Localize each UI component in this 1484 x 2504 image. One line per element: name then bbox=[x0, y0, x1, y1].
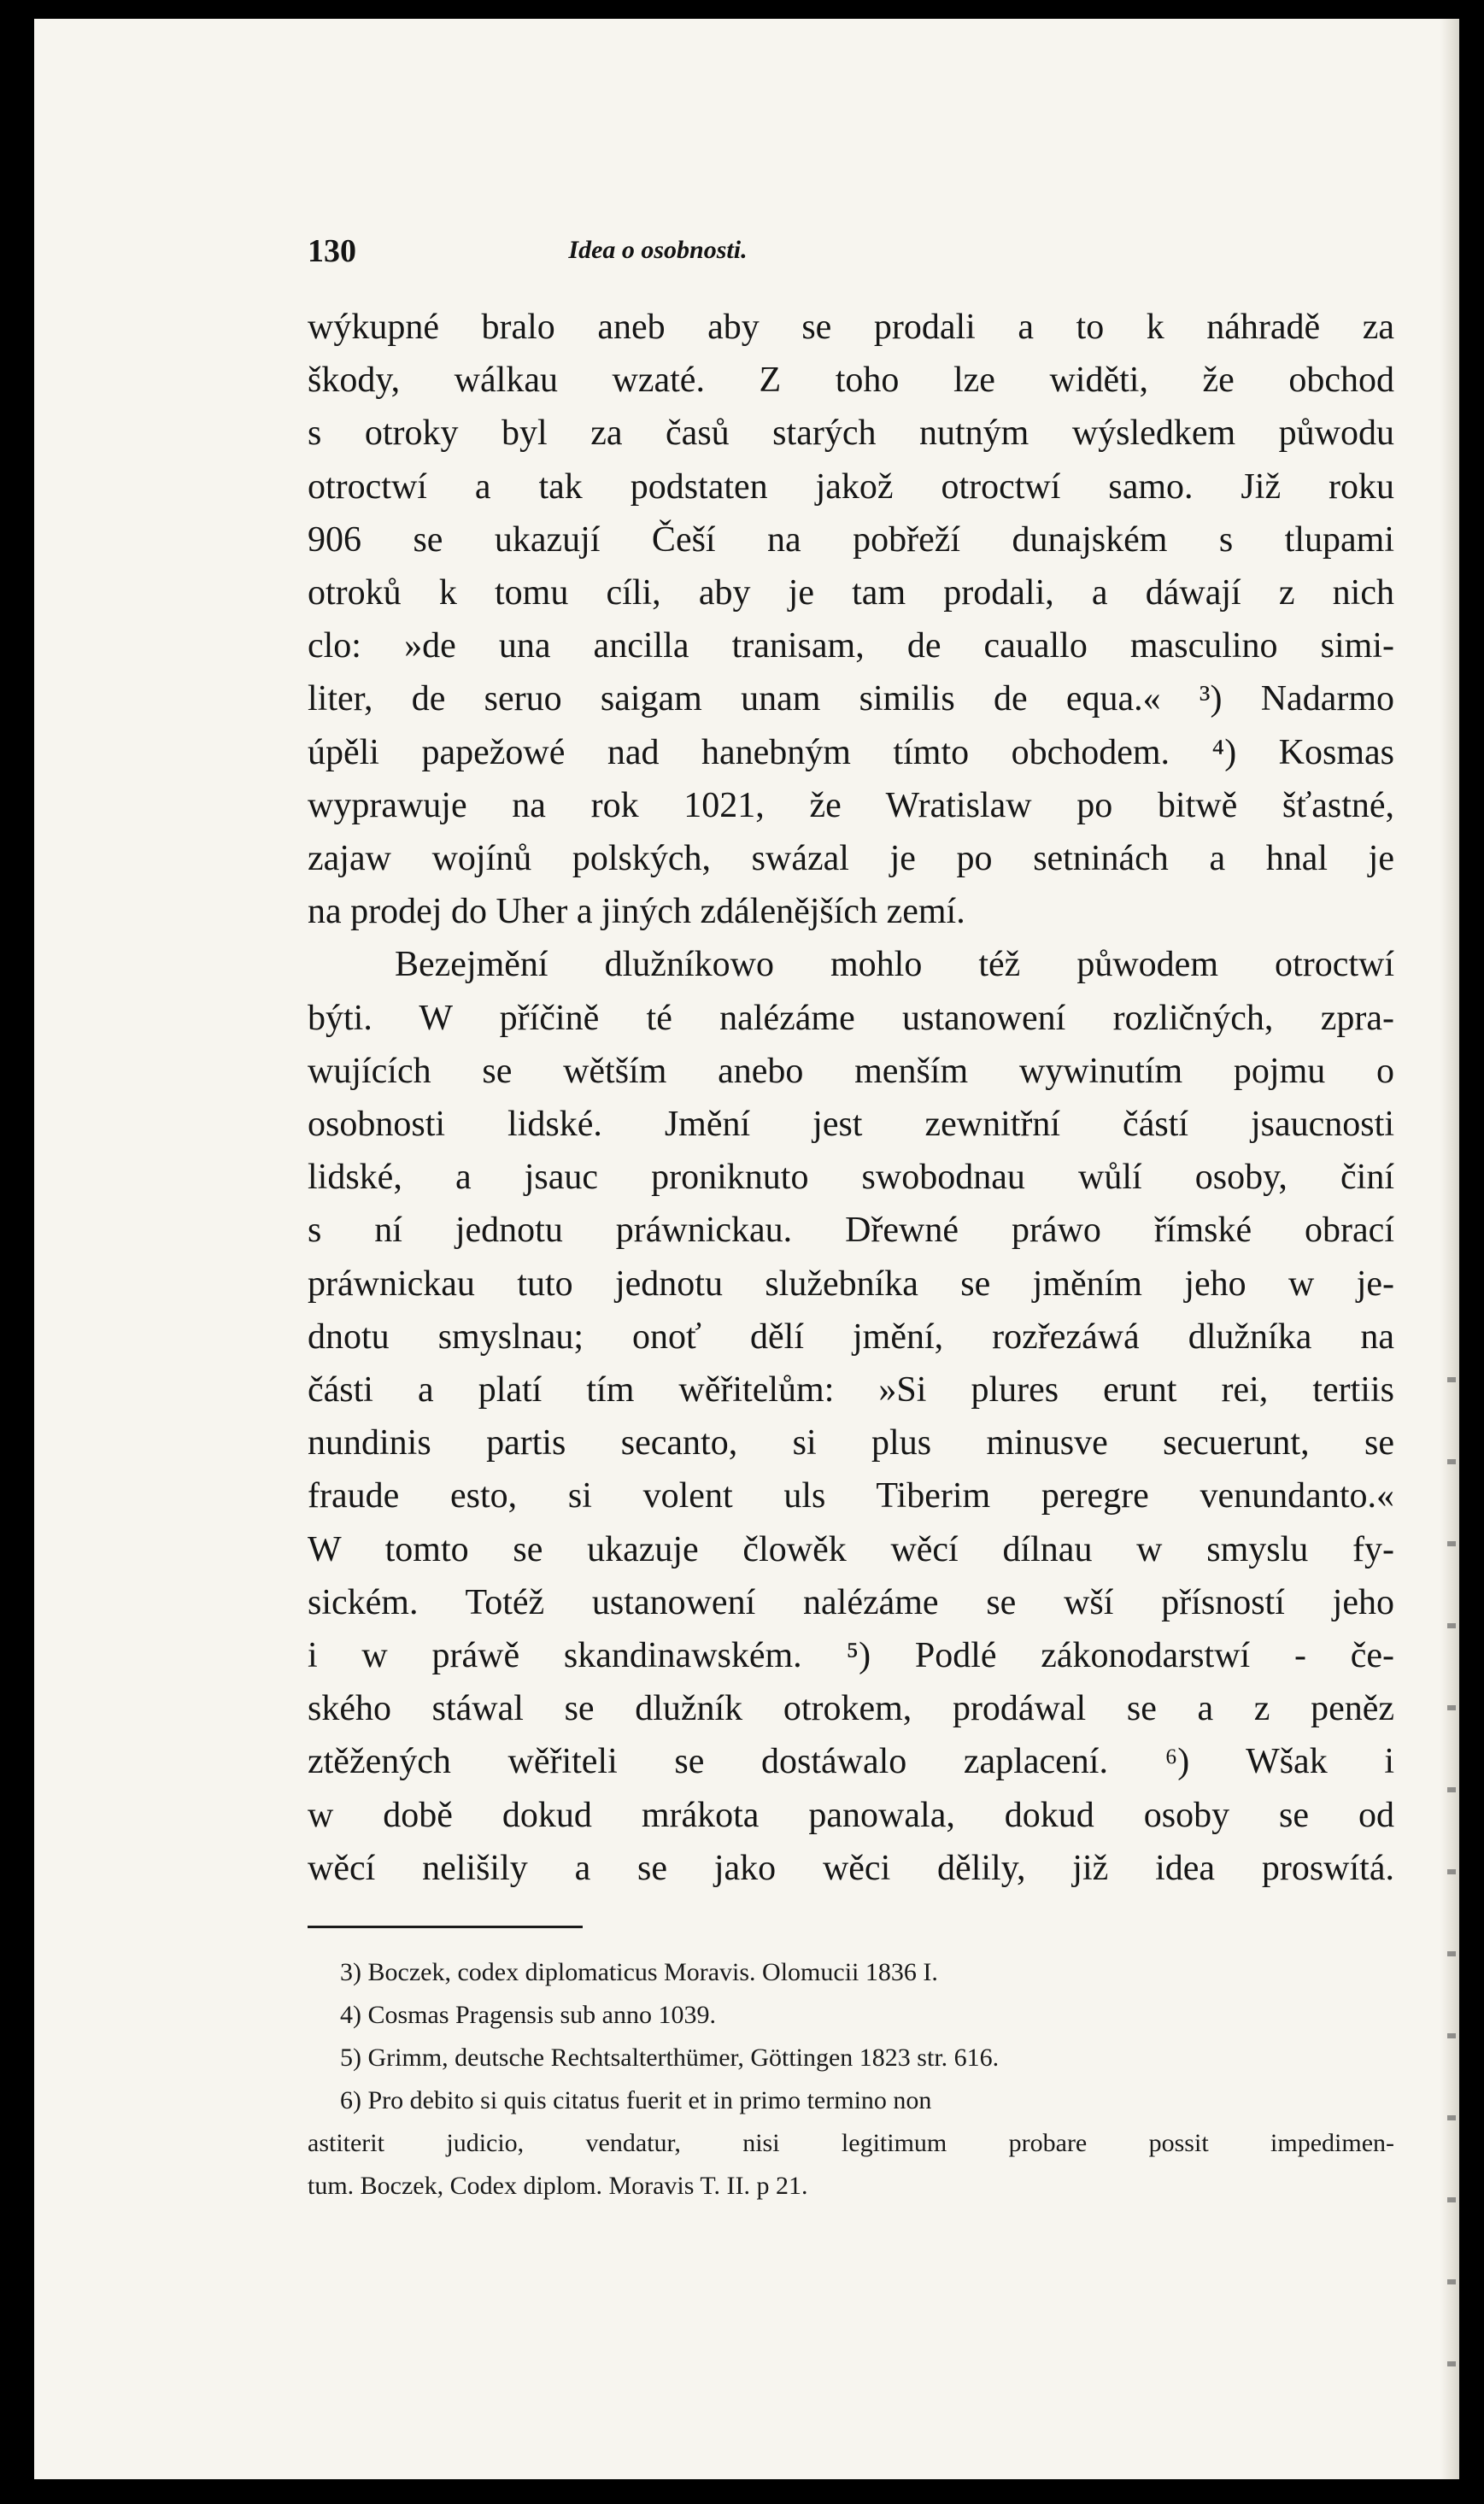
text-line: w době dokud mrákota panowala, dokud osoby se od bbox=[308, 1795, 1394, 1835]
text-line: otroctwí a tak podstaten jakož otroctwí samo. Již roku bbox=[308, 466, 1394, 507]
text-line: clo: »de una ancilla tranisam, de cauallo masculino simi- bbox=[308, 626, 1394, 666]
text-line: osobnosti lidské. Jmění jest zewnitřní částí jsaucnosti bbox=[308, 1105, 1394, 1145]
text-line: na prodej do Uher a jiných zdálenějších zemí. bbox=[308, 892, 965, 932]
text-line: býti. W příčině té nalézáme ustanowení rozličných, zpra- bbox=[308, 998, 1394, 1038]
footnote-3: 3) Boczek, codex diplomaticus Moravis. Olomucii 1836 I. bbox=[340, 1958, 938, 1986]
text-line: s otroky byl za časů starých nutným wýsledkem půwodu bbox=[308, 413, 1394, 454]
text-line: dnotu smyslnau; onoť dělí jmění, rozřezáwá dlužníka na bbox=[308, 1317, 1394, 1357]
text-line: práwnickau tuto jednotu služebníka se jměním jeho w je- bbox=[308, 1264, 1394, 1304]
text-line: nundinis partis secanto, si plus minusve secuerunt, se bbox=[308, 1423, 1394, 1463]
page-header bbox=[308, 232, 1008, 267]
text-line: lidské, a jsauc proniknuto swobodnau wůlí osoby, činí bbox=[308, 1158, 1394, 1198]
footnotes bbox=[308, 1951, 1394, 2208]
text-line: i w práwě skandinawském. ⁵) Podlé zákonodarstwí - če- bbox=[308, 1636, 1394, 1676]
paragraph-start-line: Bezejmění dlužníkowo mohlo též půwodem otroctwí bbox=[395, 945, 1394, 985]
page-number: 130 bbox=[308, 233, 356, 269]
footnote-divider bbox=[308, 1926, 583, 1928]
text-line: fraude esto, si volent uls Tiberim peregre venundanto.« bbox=[308, 1476, 1394, 1516]
footnote-6-continued: astiterit judicio, vendatur, nisi legitimum probare possit impedimen- bbox=[308, 2129, 1394, 2157]
text-line: ského stáwal se dlužník otrokem, prodáwal se a z peněz bbox=[308, 1689, 1394, 1729]
footnote-6: 6) Pro debito si quis citatus fuerit et in primo termino non bbox=[340, 2086, 932, 2114]
text-line: ztěžených wěřiteli se dostáwalo zaplacení. ⁶) Wšak i bbox=[308, 1742, 1394, 1782]
book-page bbox=[34, 19, 1459, 2479]
text-line: liter, de seruo saigam unam similis de equa.« ³) Nadarmo bbox=[308, 679, 1394, 719]
running-title: Idea o osobnosti. bbox=[568, 236, 748, 264]
text-line: wěcí nelišily a se jako wěci dělily, již idea proswítá. bbox=[308, 1848, 1394, 1888]
text-line: škody, wálkau wzaté. Z toho lze widěti, že obchod bbox=[308, 361, 1394, 401]
main-text bbox=[308, 301, 1394, 1895]
text-line: wýkupné bralo aneb aby se prodali a to k náhradě za bbox=[308, 308, 1394, 347]
text-line: W tomto se ukazuje člowěk wěcí dílnau w smyslu fy- bbox=[308, 1529, 1394, 1569]
text-line: wyprawuje na rok 1021, že Wratislaw po bitwě šťastné, bbox=[308, 785, 1394, 825]
text-line: úpěli papežowé nad hanebným tímto obchodem. ⁴) Kosmas bbox=[308, 732, 1394, 772]
footnote-6-continued: tum. Boczek, Codex diplom. Moravis T. II. p 21. bbox=[308, 2172, 808, 2200]
text-line: s ní jednotu práwnickau. Dřewné práwo římské obrací bbox=[308, 1211, 1394, 1251]
page-edge-marks bbox=[1447, 1300, 1456, 2411]
footnote-4: 4) Cosmas Pragensis sub anno 1039. bbox=[340, 2001, 716, 2029]
text-line: 906 se ukazují Češí na pobřeží dunajském s tlupami bbox=[308, 519, 1394, 560]
text-line: wujících se wětším anebo menším wywinutím pojmu o bbox=[308, 1051, 1394, 1091]
text-line: otroků k tomu cíli, aby je tam prodali, a dáwají z nich bbox=[308, 573, 1394, 613]
text-line: části a platí tím wěřitelům: »Si plures erunt rei, tertiis bbox=[308, 1370, 1394, 1410]
text-line: sickém. Totéž ustanowení nalézáme se wší přísností jeho bbox=[308, 1582, 1394, 1622]
text-line: zajaw wojínů polských, swázal je po setninách a hnal je bbox=[308, 839, 1394, 879]
footnote-5: 5) Grimm, deutsche Rechtsalterthümer, Göttingen 1823 str. 616. bbox=[340, 2044, 1000, 2072]
